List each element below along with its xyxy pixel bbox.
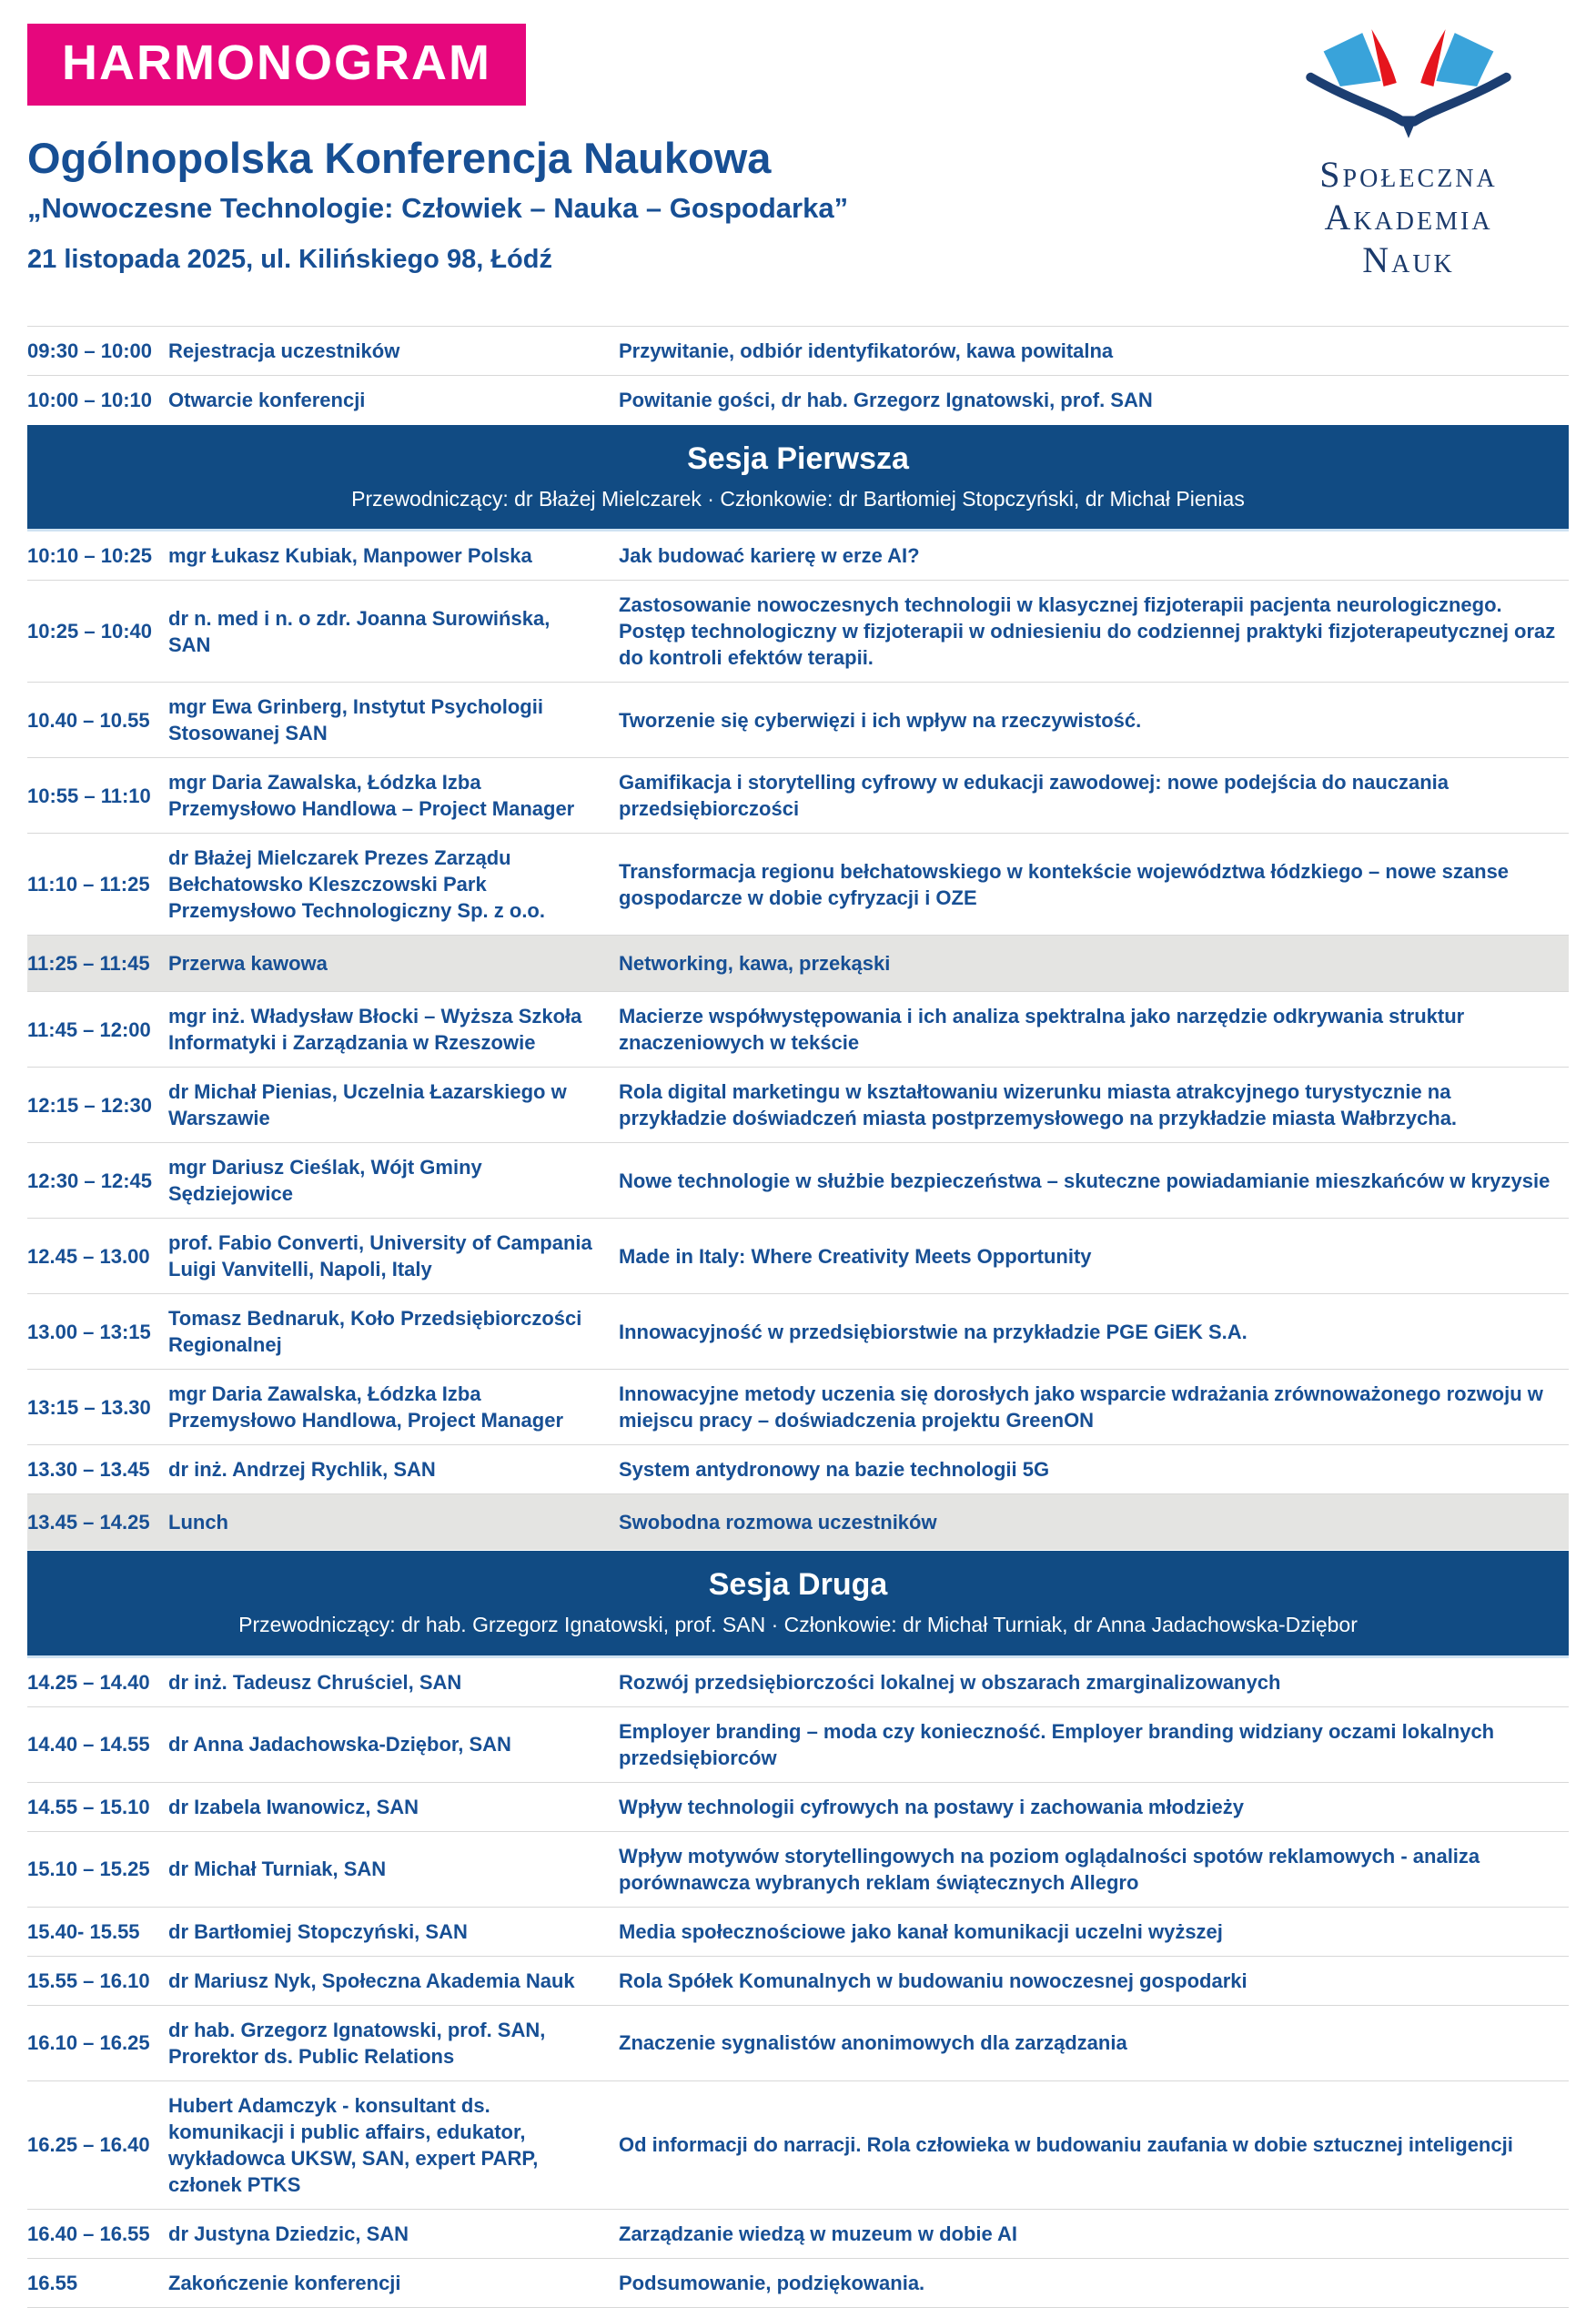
row-speaker: dr Błażej Mielczarek Prezes Zarządu Bełchatowsko Kleszczowski Park Przemysłowo Technologiczny Sp. z o.o. bbox=[168, 846, 545, 923]
row-topic: Rola digital marketingu w kształtowaniu wizerunku miasta atrakcyjnego turystycznie na przykładzie doświadczeń miasta postprzemysłowego na przykładzie miasta Wałbrzycha. bbox=[619, 1080, 1458, 1130]
row-speaker: dr Bartłomiej Stopczyński, SAN bbox=[168, 1919, 468, 1943]
row-time: 12:30 – 12:45 bbox=[27, 1169, 152, 1192]
row-speaker: dr Mariusz Nyk, Społeczna Akademia Nauk bbox=[168, 1969, 575, 1992]
harmonogram-badge: HARMONOGRAM bbox=[27, 24, 526, 106]
row-time: 12:15 – 12:30 bbox=[27, 1093, 152, 1117]
open-book-icon bbox=[1295, 24, 1522, 144]
row-topic: Swobodna rozmowa uczestników bbox=[619, 1511, 937, 1534]
row-time: 10:10 – 10:25 bbox=[27, 544, 152, 568]
row-speaker: prof. Fabio Converti, University of Campania Luigi Vanvitelli, Napoli, Italy bbox=[168, 1231, 592, 1281]
schedule-row bbox=[27, 2209, 1569, 2258]
row-speaker: mgr Daria Zawalska, Łódzka Izba Przemysłowo Handlowa – Project Manager bbox=[168, 771, 575, 821]
row-time: 13.00 – 13:15 bbox=[27, 1320, 151, 1343]
schedule-row bbox=[27, 326, 1569, 375]
schedule-table bbox=[27, 326, 1569, 2308]
session-subtitle: Przewodniczący: dr hab. Grzegorz Ignatowski, prof. SAN · Członkowie: dr Michał Turniak, dr Anna Jadachowska-Dziębor bbox=[238, 1612, 1358, 1636]
page-subtitle: „Nowoczesne Technologie: Człowiek – Nauka – Gospodarka” bbox=[27, 192, 849, 224]
schedule-row bbox=[27, 1067, 1569, 1142]
row-topic: Przywitanie, odbiór identyfikatorów, kawa powitalna bbox=[619, 339, 1114, 362]
row-topic: Macierze współwystępowania i ich analiza spektralna jako narzędzie odkrywania struktur znaczeniowych w tekście bbox=[619, 1005, 1465, 1055]
row-topic: Gamifikacja i storytelling cyfrowy w edukacji zawodowej: nowe podejścia do nauczania przedsiębiorczości bbox=[619, 771, 1450, 821]
row-time: 11:45 – 12:00 bbox=[27, 1017, 151, 1041]
schedule-row bbox=[27, 991, 1569, 1067]
row-time: 16.10 – 16.25 bbox=[27, 2031, 150, 2055]
row-speaker: dr Justyna Dziedzic, SAN bbox=[168, 2222, 409, 2245]
logo-line-1: Społeczna bbox=[1319, 154, 1498, 195]
row-speaker: dr Anna Jadachowska-Dziębor, SAN bbox=[168, 1733, 511, 1756]
row-time: 14.55 – 15.10 bbox=[27, 1795, 150, 1818]
row-speaker: mgr Łukasz Kubiak, Manpower Polska bbox=[168, 544, 532, 568]
row-topic: Media społecznościowe jako kanał komunikacji uczelni wyższej bbox=[619, 1919, 1223, 1943]
row-topic: Wpływ technologii cyfrowych na postawy i zachowania młodzieży bbox=[619, 1795, 1245, 1818]
schedule-row bbox=[27, 833, 1569, 935]
logo-line-3: Nauk bbox=[1362, 239, 1455, 281]
row-speaker: mgr Dariusz Cieślak, Wójt Gminy Sędziejowice bbox=[168, 1156, 482, 1206]
date-location: 21 listopada 2025, ul. Kilińskiego 98, Łódź bbox=[27, 245, 552, 274]
row-time: 13.45 – 14.25 bbox=[27, 1511, 150, 1534]
row-speaker: mgr inż. Władysław Błocki – Wyższa Szkoła Informatyki i Zarządzania w Rzeszowie bbox=[168, 1005, 582, 1055]
schedule-row bbox=[27, 1444, 1569, 1493]
row-topic: Zarządzanie wiedzą w muzeum w dobie AI bbox=[619, 2222, 1018, 2245]
row-speaker: Lunch bbox=[168, 1511, 228, 1534]
row-time: 09:30 – 10:00 bbox=[27, 339, 152, 362]
row-topic: Wpływ motywów storytellingowych na poziom oglądalności spotów reklamowych - analiza porównawcza wybranych reklam świątecznych Allegro bbox=[619, 1844, 1480, 1894]
schedule-row bbox=[27, 757, 1569, 833]
schedule-row bbox=[27, 2258, 1569, 2307]
schedule-row bbox=[27, 1493, 1569, 1550]
row-topic: Powitanie gości, dr hab. Grzegorz Ignatowski, prof. SAN bbox=[619, 389, 1153, 411]
schedule-row bbox=[27, 2005, 1569, 2080]
row-speaker: dr hab. Grzegorz Ignatowski, prof. SAN, Prorektor ds. Public Relations bbox=[168, 2018, 546, 2068]
schedule-row bbox=[27, 682, 1569, 757]
row-time: 13.30 – 13.45 bbox=[27, 1458, 150, 1482]
san-logo bbox=[1254, 24, 1563, 282]
row-topic: Podsumowanie, podziękowania. bbox=[619, 2271, 925, 2294]
row-speaker: dr Izabela Iwanowicz, SAN bbox=[168, 1795, 419, 1818]
header bbox=[27, 24, 1569, 306]
row-speaker: dr Michał Pienias, Uczelnia Łazarskiego w Warszawie bbox=[168, 1080, 567, 1130]
schedule-row bbox=[27, 1293, 1569, 1369]
schedule-row bbox=[27, 1706, 1569, 1782]
schedule-row bbox=[27, 1369, 1569, 1444]
schedule-row bbox=[27, 1658, 1569, 1706]
logo-text bbox=[1254, 153, 1563, 282]
schedule-row bbox=[27, 1831, 1569, 1907]
session-bar bbox=[27, 1551, 1569, 1657]
row-topic: Tworzenie się cyberwięzi i ich wpływ na rzeczywistość. bbox=[619, 708, 1142, 732]
row-topic: Nowe technologie w służbie bezpieczeństwa – skuteczne powiadamianie mieszkańców w kryzysie bbox=[619, 1169, 1551, 1192]
row-speaker: dr inż. Tadeusz Chruściel, SAN bbox=[168, 1670, 462, 1694]
row-time: 16.40 – 16.55 bbox=[27, 2222, 150, 2245]
row-topic: Transformacja regionu bełchatowskiego w kontekście województwa łódzkiego – nowe szanse gospodarcze w dobie cyfryzacji i OZE bbox=[619, 859, 1510, 909]
schedule-row bbox=[27, 531, 1569, 580]
row-time: 15.10 – 15.25 bbox=[27, 1858, 150, 1881]
row-speaker: mgr Ewa Grinberg, Instytut Psychologii Stosowanej SAN bbox=[168, 695, 543, 745]
row-time: 15.40- 15.55 bbox=[27, 1919, 140, 1943]
row-topic: Innowacyjne metody uczenia się dorosłych jako wsparcie wdrażania zrównoważonego rozwoju w miejscu pracy – doświadczenia projektu GreenON bbox=[619, 1382, 1543, 1432]
row-topic: Employer branding – moda czy konieczność. Employer branding widziany oczami lokalnych przedsiębiorców bbox=[619, 1719, 1495, 1769]
page-title: Ogólnopolska Konferencja Naukowa bbox=[27, 134, 772, 182]
schedule-row bbox=[27, 1956, 1569, 2005]
row-speaker: Otwarcie konferencji bbox=[168, 389, 366, 411]
row-topic: Od informacji do narracji. Rola człowieka w budowaniu zaufania w dobie sztucznej inteligencji bbox=[619, 2133, 1513, 2157]
row-time: 12.45 – 13.00 bbox=[27, 1244, 150, 1268]
schedule-row bbox=[27, 935, 1569, 991]
logo-line-2: Akademia bbox=[1324, 197, 1493, 238]
row-time: 15.55 – 16.10 bbox=[27, 1969, 150, 1992]
row-time: 10:55 – 11:10 bbox=[27, 784, 151, 807]
row-time: 16.55 bbox=[27, 2271, 78, 2294]
row-time: 16.25 – 16.40 bbox=[27, 2133, 150, 2157]
schedule-row bbox=[27, 1907, 1569, 1956]
row-speaker: mgr Daria Zawalska, Łódzka Izba Przemysłowo Handlowa, Project Manager bbox=[168, 1382, 564, 1432]
row-topic: System antydronowy na bazie technologii 5G bbox=[619, 1458, 1050, 1482]
schedule-row bbox=[27, 2080, 1569, 2209]
row-topic: Zastosowanie nowoczesnych technologii w klasycznej fizjoterapii pacjenta neurologicznego. Postęp technologiczny w fizjoterapii w odniesieniu do codziennej praktyki fizjoterapeutycznej oraz do kontroli efektów terapii. bbox=[619, 593, 1556, 670]
schedule-row bbox=[27, 375, 1569, 424]
schedule-row bbox=[27, 1218, 1569, 1293]
row-speaker: dr inż. Andrzej Rychlik, SAN bbox=[168, 1458, 436, 1482]
session-bar bbox=[27, 425, 1569, 531]
row-time: 13:15 – 13.30 bbox=[27, 1395, 151, 1419]
row-topic: Innowacyjność w przedsiębiorstwie na przykładzie PGE GiEK S.A. bbox=[619, 1320, 1248, 1343]
session-title: Sesja Pierwsza bbox=[687, 441, 909, 476]
schedule-row bbox=[27, 1142, 1569, 1218]
row-topic: Rozwój przedsiębiorczości lokalnej w obszarach zmarginalizowanych bbox=[619, 1670, 1281, 1694]
row-speaker: Przerwa kawowa bbox=[168, 952, 328, 976]
session-subtitle: Przewodniczący: dr Błażej Mielczarek · Członkowie: dr Bartłomiej Stopczyński, dr Michał Pienias bbox=[351, 486, 1245, 511]
row-speaker: Hubert Adamczyk - konsultant ds. komunikacji i public affairs, edukator, wykładowca UKSW, SAN, expert PARP, członek PTKS bbox=[168, 2093, 539, 2196]
row-speaker: dr Michał Turniak, SAN bbox=[168, 1858, 387, 1881]
row-topic: Jak budować karierę w erze AI? bbox=[619, 544, 920, 568]
row-time: 10.40 – 10.55 bbox=[27, 708, 150, 732]
row-time: 10:00 – 10:10 bbox=[27, 389, 152, 411]
row-speaker: Zakończenie konferencji bbox=[168, 2271, 401, 2294]
row-time: 11:25 – 11:45 bbox=[27, 952, 150, 976]
row-time: 14.25 – 14.40 bbox=[27, 1670, 150, 1694]
row-speaker: dr n. med i n. o zdr. Joanna Surowińska, SAN bbox=[168, 606, 551, 656]
row-topic: Made in Italy: Where Creativity Meets Opportunity bbox=[619, 1244, 1092, 1268]
row-time: 10:25 – 10:40 bbox=[27, 620, 152, 643]
row-topic: Networking, kawa, przekąski bbox=[619, 952, 891, 976]
schedule-row bbox=[27, 1782, 1569, 1831]
row-topic: Znaczenie sygnalistów anonimowych dla zarządzania bbox=[619, 2031, 1127, 2055]
row-topic: Rola Spółek Komunalnych w budowaniu nowoczesnej gospodarki bbox=[619, 1969, 1248, 1992]
session-title: Sesja Druga bbox=[708, 1567, 888, 1603]
row-time: 11:10 – 11:25 bbox=[27, 873, 150, 896]
row-speaker: Tomasz Bednaruk, Koło Przedsiębiorczości Regionalnej bbox=[168, 1307, 582, 1357]
row-time: 14.40 – 14.55 bbox=[27, 1733, 150, 1756]
row-speaker: Rejestracja uczestników bbox=[168, 339, 400, 362]
schedule-row bbox=[27, 580, 1569, 682]
